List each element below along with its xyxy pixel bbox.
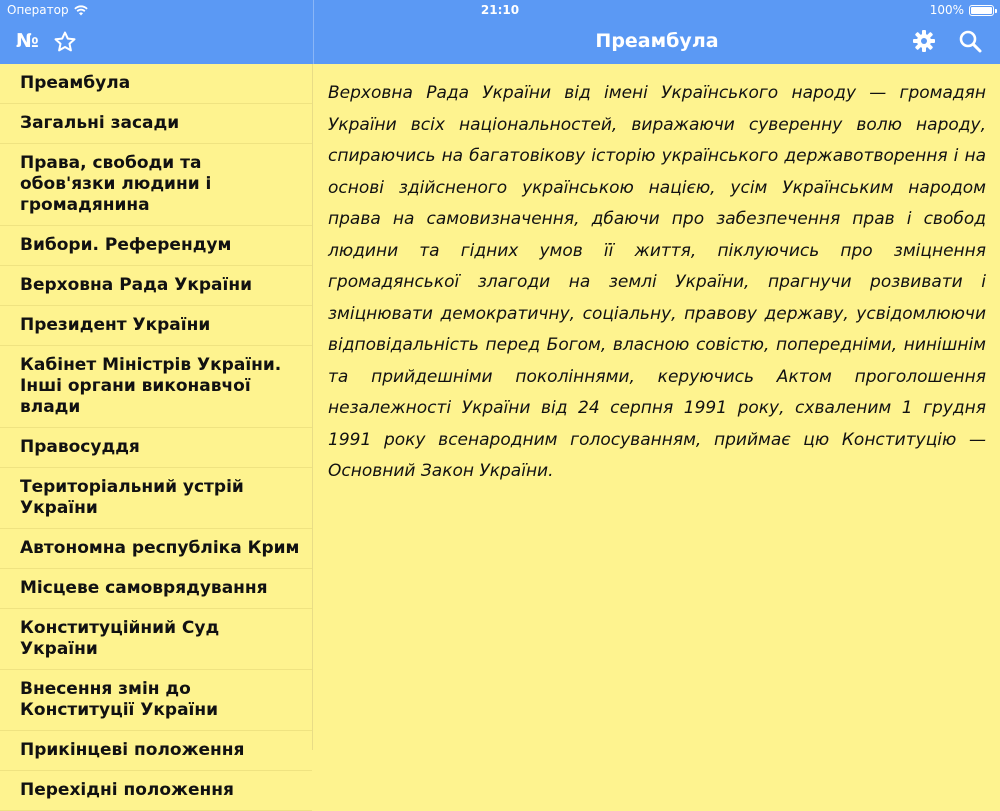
sidebar-item-constitutional-court[interactable]: Конституційний Суд України [0,609,312,670]
sidebar-item-territorial[interactable]: Територіальний устрій України [0,468,312,529]
battery-icon [969,5,994,16]
number-button[interactable]: № [16,30,39,52]
sidebar-item-general-principles[interactable]: Загальні засади [0,104,312,144]
sidebar-item-crimea[interactable]: Автономна республіка Крим [0,529,312,569]
top-bar [0,0,1000,64]
sidebar-item-final-provisions[interactable]: Прикінцеві положення [0,731,312,771]
sidebar-toolbar [0,22,313,64]
sidebar-item-justice[interactable]: Правосуддя [0,428,312,468]
preamble-text: Верховна Рада України від імені Українського народу — громадян України всіх національностей, виражаючи суверенну волю народу, спираючись на багатовікову історію українського державотворення і на основі здійсненого українською нацією, усім Українським народом права на самовизначення, дбаючи про забезпечення прав і свобод людини та гідних умов її життя, піклуючись про зміцнення громадянської злагоди на землі України, прагнучи розвивати і зміцнювати демократичну, соціальну, правову державу, усвідомлюючи відповідальність перед Богом, власною совістю, попередніми, нинішнім та прийдешніми поколіннями, керуючись Актом проголошення незалежності України від 24 серпня 1991 року, схваленим 1 грудня 1991 року всенародним голосуванням, приймає цю Конституцію — Основний Закон України. [328,83,986,481]
sidebar-item-rights-freedoms[interactable]: Права, свободи та обов'язки людини і громадянина [0,144,312,226]
sidebar-item-amendments[interactable]: Внесення змін до Конституції України [0,670,312,731]
article-content [314,64,1000,750]
sidebar-item-president[interactable]: Президент України [0,306,312,346]
sidebar-item-self-government[interactable]: Місцеве самоврядування [0,569,312,609]
sidebar-item-cabinet[interactable]: Кабінет Міністрів України. Інші органи виконавчої влади [0,346,312,428]
sidebar-item-elections[interactable]: Вибори. Референдум [0,226,312,266]
clock: 21:10 [480,3,520,17]
battery-percent: 100% [929,3,964,17]
carrier-label: Оператор [7,3,69,17]
battery-info [930,3,994,17]
status-bar [0,0,1000,22]
page-title: Преамбула [595,30,719,52]
sidebar-item-verkhovna-rada[interactable]: Верховна Рада України [0,266,312,306]
search-icon[interactable] [958,29,982,53]
sidebar-item-transitional[interactable]: Перехідні положення [0,771,312,811]
star-icon[interactable] [53,30,77,54]
chapters-sidebar [0,64,313,800]
sidebar-item-preamble[interactable]: Преамбула [0,64,312,104]
gear-icon[interactable] [912,29,936,53]
